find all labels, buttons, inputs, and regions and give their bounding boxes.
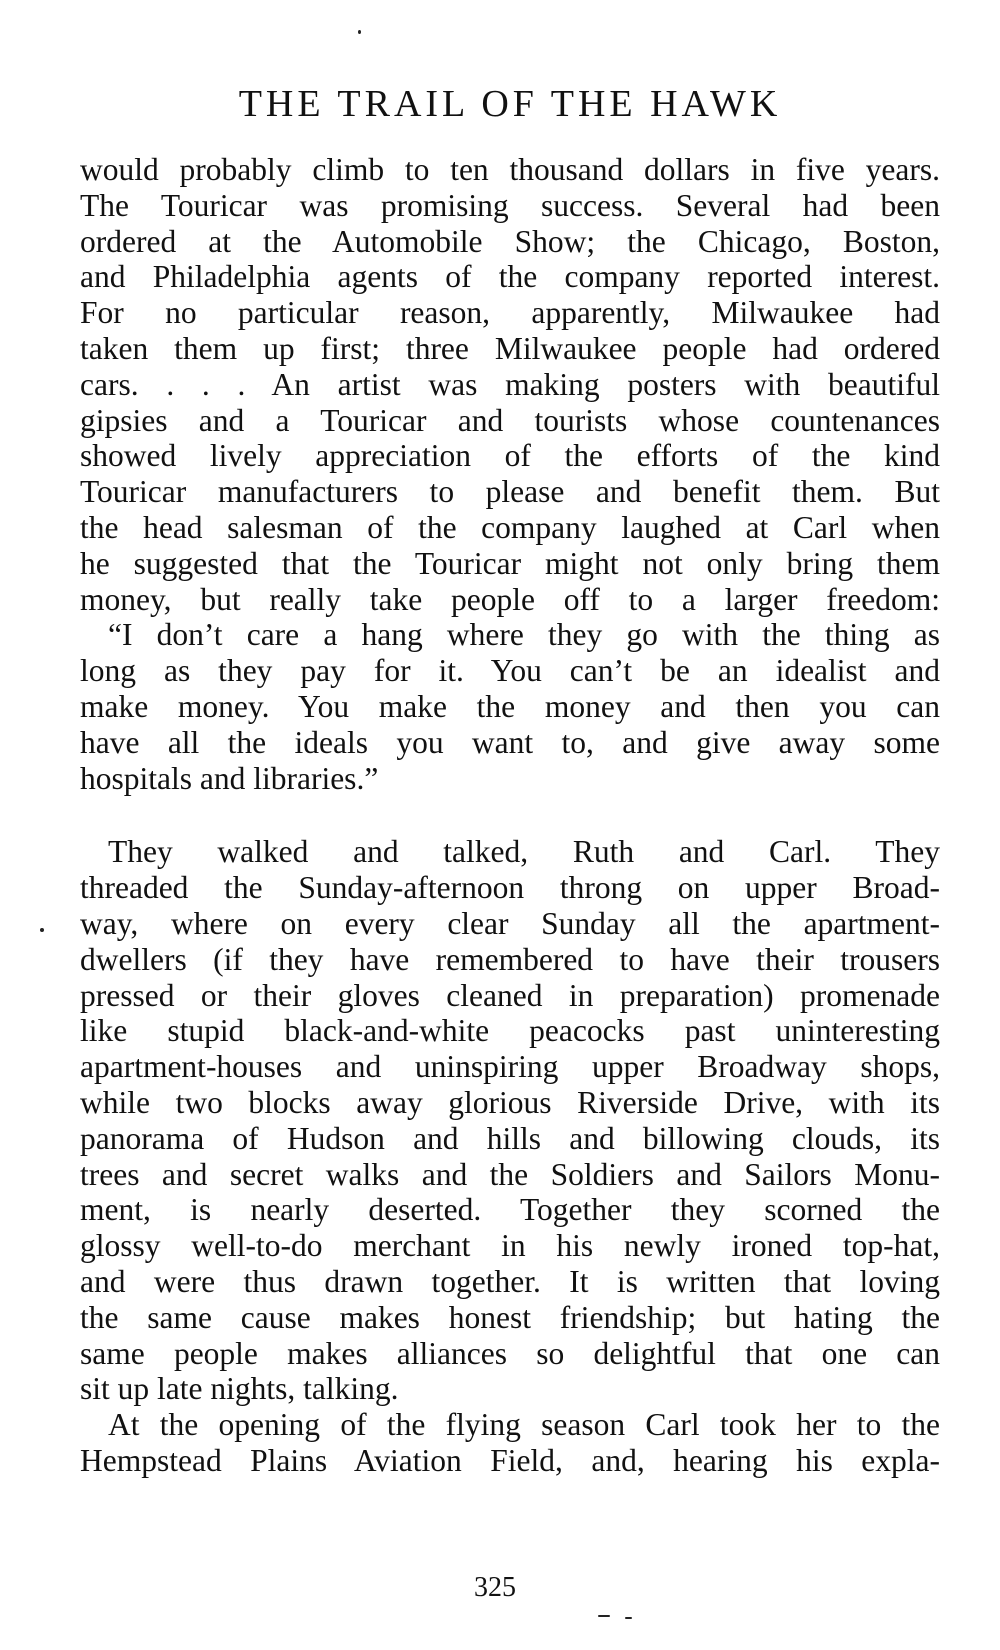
text-line: taken them up first; three Milwaukee people had ordered	[80, 330, 940, 366]
text-line: ment, is nearly deserted. Together they scorned the	[80, 1192, 940, 1228]
text-line: trees and secret walks and the Soldiers and Sailors Monu-	[80, 1156, 940, 1192]
text-line: panorama of Hudson and hills and billowing clouds, its	[80, 1120, 940, 1156]
ink-speck	[598, 1615, 610, 1617]
text-line: way, where on every clear Sunday all the apartment-	[80, 905, 940, 941]
text-line: same people makes alliances so delightful that one can	[80, 1335, 940, 1371]
text-line: At the opening of the flying season Carl took her to the	[108, 1407, 940, 1443]
text-line: have all the ideals you want to, and give away some	[80, 724, 940, 760]
paragraph-3	[80, 834, 940, 1407]
text-line: Touricar manufacturers to please and benefit them. But	[80, 474, 940, 510]
text-line: like stupid black-and-white peacocks past uninteresting	[80, 1013, 940, 1049]
text-line: make money. You make the money and then you can	[80, 688, 940, 724]
text-line: the head salesman of the company laughed at Carl when	[80, 509, 940, 545]
text-line: while two blocks away glorious Riverside Drive, with its	[80, 1084, 940, 1120]
paragraph-4	[80, 1407, 940, 1479]
paragraph-1	[80, 152, 940, 617]
text-line: he suggested that the Touricar might not only bring them	[80, 545, 940, 581]
text-line: the same cause makes honest friendship; but hating the	[80, 1299, 940, 1335]
text-line: dwellers (if they have remembered to have their trousers	[80, 941, 940, 977]
section-break	[80, 796, 940, 834]
text-line: and Philadelphia agents of the company reported interest.	[80, 259, 940, 295]
ink-speck	[625, 1617, 632, 1619]
text-line: cars. . . . An artist was making posters with beautiful	[80, 366, 940, 402]
text-line: pressed or their gloves cleaned in preparation) promenade	[80, 977, 940, 1013]
text-line: ordered at the Automobile Show; the Chicago, Boston,	[80, 223, 940, 259]
running-head: THE TRAIL OF THE HAWK	[238, 83, 782, 125]
text-line: would probably climb to ten thousand dollars in five years.	[80, 152, 940, 187]
text-line: “I don’t care a hang where they go with the thing as	[108, 617, 940, 653]
paragraph-2	[80, 617, 940, 796]
body-text	[80, 152, 940, 1479]
text-line: The Touricar was promising success. Several had been	[80, 187, 940, 223]
text-line: glossy well-to-do merchant in his newly ironed top-hat,	[80, 1228, 940, 1264]
text-line: long as they pay for it. You can’t be an idealist and	[80, 653, 940, 689]
text-line: hospitals and libraries.”	[80, 760, 379, 796]
ink-speck	[358, 30, 361, 34]
text-line: and were thus drawn together. It is written that loving	[80, 1263, 940, 1299]
text-line: gipsies and a Touricar and tourists whose countenances	[80, 402, 940, 438]
text-line: money, but really take people off to a larger freedom:	[80, 581, 940, 617]
text-line: For no particular reason, apparently, Milwaukee had	[80, 295, 940, 331]
text-line: threaded the Sunday-afternoon throng on upper Broad-	[80, 870, 940, 906]
page-number: 325	[474, 1572, 516, 1603]
text-line: showed lively appreciation of the efforts of the kind	[80, 438, 940, 474]
ink-speck	[40, 928, 44, 932]
text-line: apartment-houses and uninspiring upper Broadway shops,	[80, 1049, 940, 1085]
text-line: They walked and talked, Ruth and Carl. They	[108, 834, 940, 870]
text-line: sit up late nights, talking.	[80, 1371, 399, 1407]
text-line: Hempstead Plains Aviation Field, and, hearing his expla-	[80, 1442, 940, 1478]
